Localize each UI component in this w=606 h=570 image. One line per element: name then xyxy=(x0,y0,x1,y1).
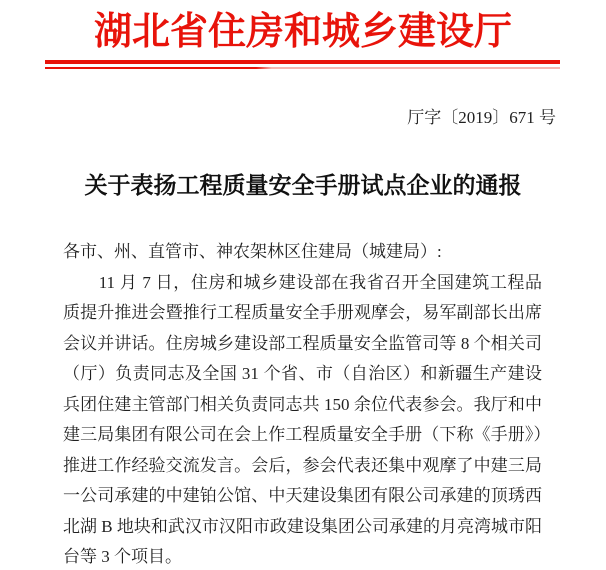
body-paragraph: 11 月 7 日，住房和城乡建设部在我省召开全国建筑工程品质提升推进会暨推行工程质量安全手册观摩会，易军副部长出席会议并讲话。住房城乡建设部工程质量安全监管司等 8 个相关司（厅）负责同志及全国 31 个省、市（自治区）和新疆生产建设兵团住建主管部门相关负责同志共 150 余位代表参会。我厅和中建三局集团有限公司在会上作工程质量安全手册（下称《手册》）推进工作经验交流发言。会后，参会代表还集中观摩了中建三局一公司承建的中建铂公馆、中天建设集团有限公司承建的顶琇西北湖 B 地块和武汉市汉阳市政建设集团公司承建的月亮湾城市阳台等 3 个项目。 xyxy=(63,272,542,566)
document-body xyxy=(63,237,542,570)
agency-name-header: 湖北省住房和城乡建设厅 xyxy=(93,11,512,53)
document-number: 厅字〔2019〕671 号 xyxy=(407,108,556,127)
red-rule-thin-line xyxy=(45,67,560,69)
salutation-line: 各市、州、直管市、神农架林区住建局（城建局）: xyxy=(63,242,442,261)
red-header-rule xyxy=(45,60,560,69)
document-title: 关于表扬工程质量安全手册试点企业的通报 xyxy=(84,173,522,198)
red-rule-thick-line xyxy=(45,60,560,64)
